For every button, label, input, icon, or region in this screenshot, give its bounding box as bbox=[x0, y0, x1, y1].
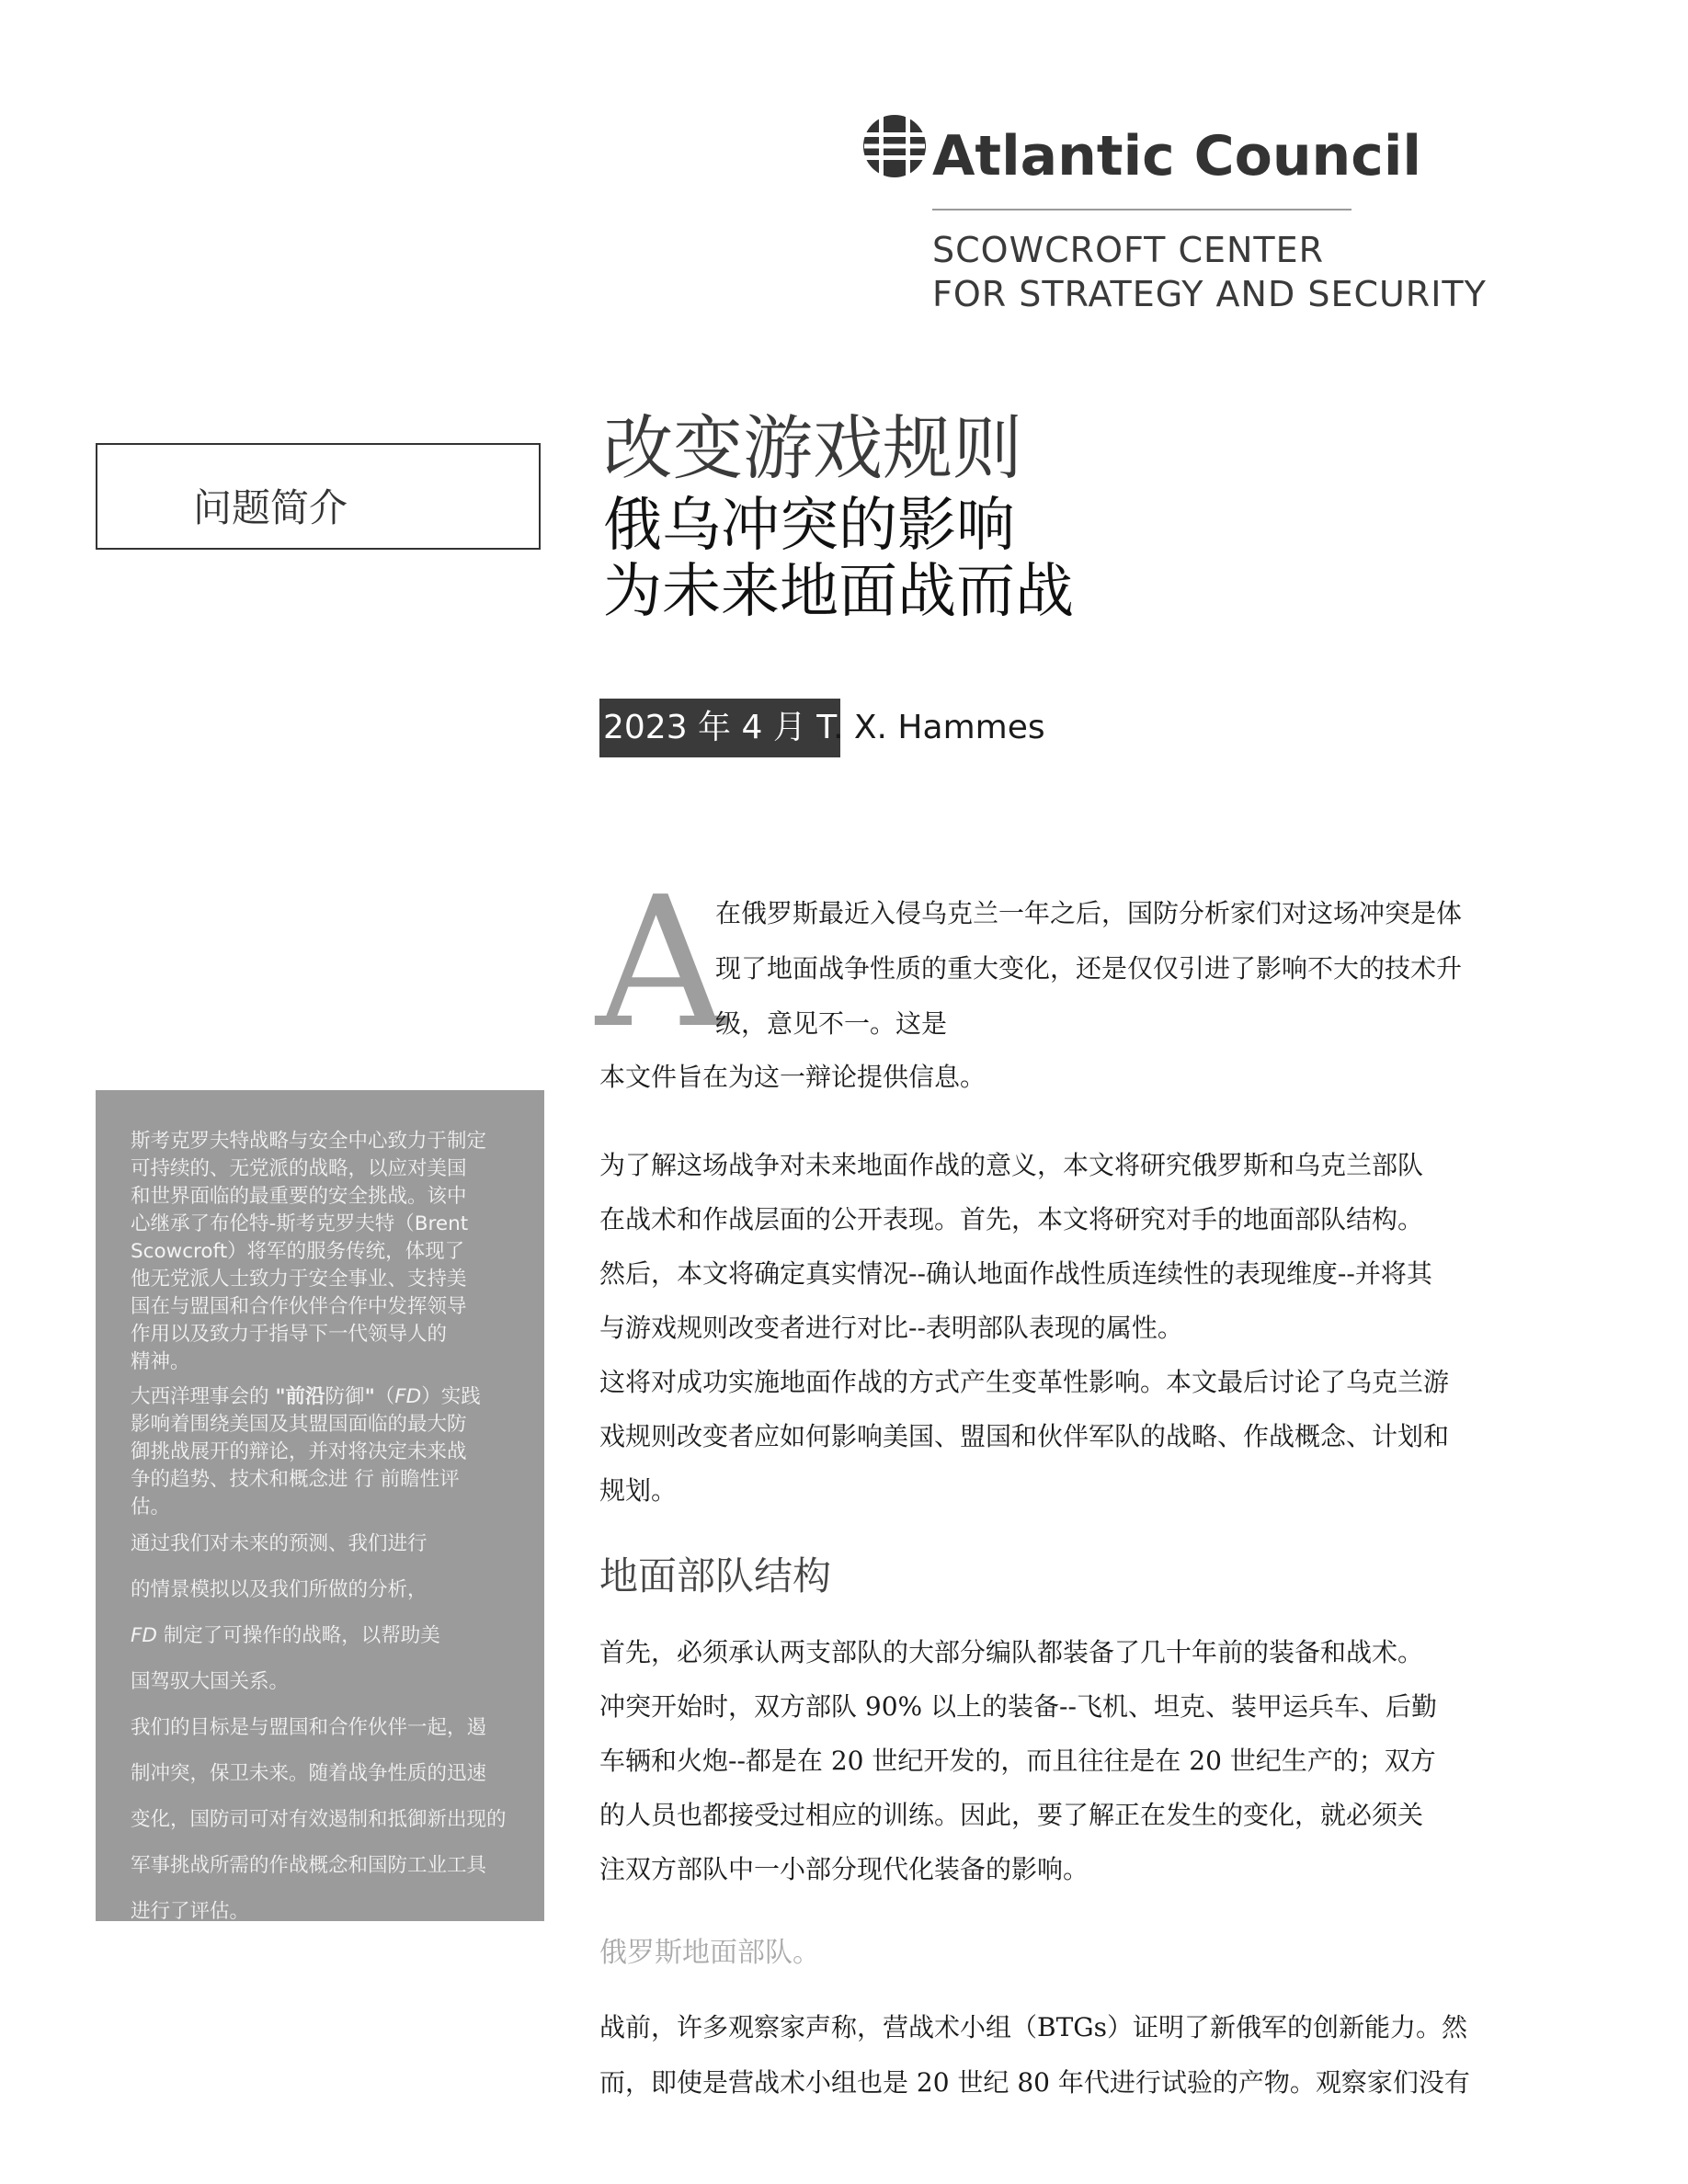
paragraph-line: 规划。 bbox=[599, 1475, 678, 1506]
atlantic-council-globe-icon bbox=[861, 112, 929, 180]
center-name bbox=[932, 228, 1487, 316]
drop-cap: A bbox=[596, 859, 726, 1068]
sidebar-fd-mid: 防御 bbox=[325, 1385, 365, 1408]
sidebar-line: 心继承了布伦特-斯考克罗夫特（Brent bbox=[131, 1212, 469, 1235]
center-name-line1: SCOWCROFT CENTER bbox=[932, 230, 1325, 270]
paragraph-line: 这将对成功实施地面作战的方式产生变革性影响。本文最后讨论了乌克兰游 bbox=[599, 1367, 1450, 1397]
sidebar-fd-paren-open: （ bbox=[374, 1385, 395, 1408]
sidebar-line: 可持续的、无党派的战略，以应对美国 bbox=[131, 1157, 467, 1180]
sidebar-line: 变化，国防司可对有效遏制和抵御新出现的 bbox=[131, 1808, 507, 1831]
publication-date: 2023 年 4 月 T bbox=[599, 699, 840, 757]
sidebar-line: 国在与盟国和合作伙伴合作中发挥领导 bbox=[131, 1295, 467, 1318]
sidebar-line: 制冲突，保卫未来。随着战争性质的迅速 bbox=[131, 1762, 487, 1785]
sidebar-line: 的情景模拟以及我们所做的分析， bbox=[131, 1578, 428, 1601]
sidebar-line bbox=[131, 1620, 440, 1648]
paragraph-line: 然后，本文将确定真实情况--确认地面作战性质连续性的表现维度--并将其 bbox=[599, 1258, 1432, 1289]
paragraph-line: 戏规则改变者应如何影响美国、盟国和伙伴军队的战略、作战概念、计划和 bbox=[599, 1421, 1450, 1451]
sidebar-line-rest: 制定了可操作的战略，以帮助美 bbox=[156, 1624, 440, 1647]
issue-brief-label: 问题简介 bbox=[193, 485, 348, 530]
sidebar-line: 御挑战展开的辩论，并对将决定未来战 bbox=[131, 1440, 467, 1463]
center-name-line2: FOR STRATEGY AND SECURITY bbox=[932, 274, 1487, 314]
section-heading: 地面部队结构 bbox=[599, 1553, 832, 1598]
sidebar-about-box bbox=[96, 1090, 544, 1921]
intro-line: 在俄罗斯最近入侵乌克兰一年之后，国防分析家们对这场冲突是体 bbox=[715, 898, 1463, 928]
sidebar-line: 通过我们对未来的预测、我们进行 bbox=[131, 1532, 428, 1555]
paragraph-line: 车辆和火炮--都是在 20 世纪开发的，而且往往是在 20 世纪生产的；双方 bbox=[599, 1746, 1436, 1776]
sidebar-line: 作用以及致力于指导下一代领导人的 bbox=[131, 1323, 448, 1346]
sidebar-line: 军事挑战所需的作战概念和国防工业工具 bbox=[131, 1854, 487, 1877]
intro-line: 级，意见不一。这是 bbox=[715, 1008, 948, 1039]
sidebar-line: 斯考克罗夫特战略与安全中心致力于制定 bbox=[131, 1130, 487, 1153]
paragraph-line: 注双方部队中一小部分现代化装备的影响。 bbox=[599, 1854, 1089, 1884]
subsection-heading: 俄罗斯地面部队。 bbox=[599, 1937, 820, 1969]
paragraph-line: 而，即使是营战术小组也是 20 世纪 80 年代进行试验的产物。观察家们没有 bbox=[599, 2067, 1470, 2098]
sidebar-line: 争的趋势、技术和概念进 行 前瞻性评 bbox=[131, 1468, 460, 1491]
logo-divider bbox=[932, 209, 1352, 210]
paragraph-line: 战前，许多观察家声称，营战术小组（BTGs）证明了新俄军的创新能力。然 bbox=[599, 2012, 1467, 2042]
sidebar-fd-paren-close: ）实践 bbox=[421, 1385, 481, 1408]
sidebar-fd-prefix: 大西洋理事会的 bbox=[131, 1385, 276, 1408]
paragraph-line: 冲突开始时，双方部队 90% 以上的装备--飞机、坦克、装甲运兵车、后勤 bbox=[599, 1691, 1437, 1722]
sidebar-fd-bold: "前沿 bbox=[275, 1385, 325, 1408]
paragraph-line: 在战术和作战层面的公开表现。首先，本文将研究对手的地面部队结构。 bbox=[599, 1204, 1424, 1234]
sidebar-line: 估。 bbox=[131, 1496, 171, 1519]
paragraph-line: 的人员也都接受过相应的训练。因此，要了解正在发生的变化，就必须关 bbox=[599, 1800, 1424, 1830]
sidebar-fd-abbr: FD bbox=[394, 1385, 422, 1408]
page-subtitle-line2: 为未来地面战而战 bbox=[603, 558, 1074, 626]
intro-line: 现了地面战争性质的重大变化，还是仅仅引进了影响不大的技术升 bbox=[715, 953, 1463, 984]
sidebar-fd-abbr: FD bbox=[131, 1624, 157, 1647]
sidebar-line: 我们的目标是与盟国和合作伙伴一起，遏 bbox=[131, 1716, 487, 1739]
sidebar-line: 他无党派人士致力于安全事业、支持美 bbox=[131, 1268, 467, 1291]
sidebar-fd-intro bbox=[131, 1381, 481, 1409]
author-name: . X. Hammes bbox=[833, 709, 1045, 746]
paragraph-line: 为了解这场战争对未来地面作战的意义，本文将研究俄罗斯和乌克兰部队 bbox=[599, 1150, 1424, 1180]
page-subtitle-line1: 俄乌冲突的影响 bbox=[603, 492, 1015, 560]
intro-line: 本文件旨在为这一辩论提供信息。 bbox=[599, 1062, 987, 1092]
sidebar-line: 影响着围绕美国及其盟国面临的最大防 bbox=[131, 1413, 467, 1436]
sidebar-fd-quote: " bbox=[364, 1385, 375, 1408]
paragraph-line: 与游戏规则改变者进行对比--表明部队表现的属性。 bbox=[599, 1313, 1183, 1343]
org-name: Atlantic Council bbox=[932, 124, 1421, 188]
sidebar-line: Scowcroft）将军的服务传统，体现了 bbox=[131, 1240, 465, 1263]
sidebar-line: 精神。 bbox=[131, 1350, 190, 1373]
page-title: 改变游戏规则 bbox=[603, 407, 1022, 489]
sidebar-line: 和世界面临的最重要的安全挑战。该中 bbox=[131, 1185, 467, 1208]
sidebar-line: 进行了评估。 bbox=[131, 1900, 250, 1923]
sidebar-line: 国驾驭大国关系。 bbox=[131, 1670, 290, 1693]
paragraph-line: 首先，必须承认两支部队的大部分编队都装备了几十年前的装备和战术。 bbox=[599, 1637, 1424, 1667]
